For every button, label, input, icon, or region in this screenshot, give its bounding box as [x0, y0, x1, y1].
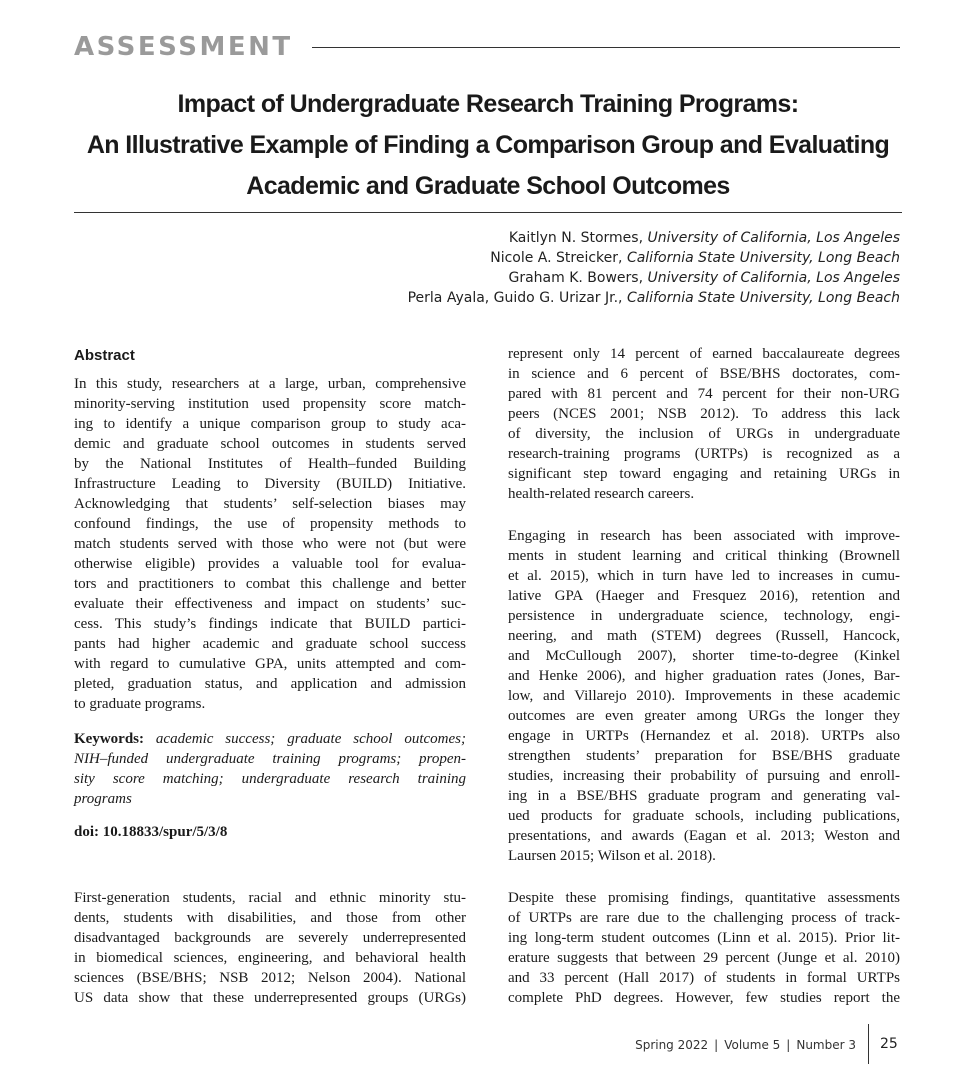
body-line: in biomedical sciences, engineering, and behavioral health: [74, 950, 466, 966]
abstract-line: with regard to cumulative GPA, units attempted and com-: [74, 656, 466, 672]
doi: doi: 10.18833/spur/5/3/8: [74, 824, 228, 840]
footer-separator: |: [714, 1038, 719, 1052]
abstract-line: ing to identify a unique comparison group to study aca-: [74, 416, 466, 432]
keywords-line: [74, 729, 466, 749]
author-name: Kaitlyn N. Stormes,: [508, 230, 644, 246]
title-rule: [74, 212, 902, 213]
body-line: represent only 14 percent of earned baccalaureate degrees: [508, 346, 900, 362]
footer-season: Spring 2022: [635, 1038, 709, 1052]
body-line: erature suggests that between 29 percent (Junge et al. 2010): [508, 950, 900, 966]
author-affiliation: University of California, Los Angeles: [647, 270, 900, 286]
body-left-paragraph-1: [74, 888, 466, 1008]
body-line: neering, and math (STEM) degrees (Russell, Hancock,: [508, 628, 900, 644]
abstract-line: demic and graduate school outcomes in students served: [74, 436, 466, 452]
body-line: sciences (BSE/BHS; NSB 2012; Nelson 2004). National: [74, 970, 466, 986]
title-line-1: Impact of Undergraduate Research Training Programs:: [177, 90, 799, 118]
body-right-paragraph-3: [508, 888, 900, 1008]
author-line: [408, 268, 900, 288]
abstract-line: cess. This study’s findings indicate that BUILD partici-: [74, 616, 466, 632]
body-line: First-generation students, racial and ethnic minority stu-: [74, 890, 466, 906]
body-line: low, and Villarejo 2010). Improvements in these academic: [508, 688, 900, 704]
body-line: presentations, and awards (Eagan et al. 2013; Weston and: [508, 828, 900, 844]
body-line: engage in URTPs (Hernandez et al. 2018). URTPs also: [508, 728, 900, 744]
author-name: Graham K. Bowers,: [508, 270, 644, 286]
keywords-label: Keywords:: [74, 731, 144, 747]
body-right-paragraph-1: [508, 344, 900, 504]
body-line: lative GPA (Haeger and Fresquez 2016), retention and: [508, 588, 900, 604]
body-line: in science and 6 percent of BSE/BHS doctorates, com-: [508, 366, 900, 382]
title-line-3: Academic and Graduate School Outcomes: [246, 172, 730, 200]
section-rule: [312, 47, 900, 48]
body-line: Laursen 2015; Wilson et al. 2018).: [508, 848, 716, 864]
keywords-line: programs: [74, 791, 132, 807]
abstract-line: In this study, researchers at a large, urban, comprehensive: [74, 376, 466, 392]
body-line: dents, students with disabilities, and those from other: [74, 910, 466, 926]
author-affiliation: University of California, Los Angeles: [647, 230, 900, 246]
body-line: studies, increasing their probability of pursuing and enroll-: [508, 768, 900, 784]
body-line: ments in student learning and critical thinking (Brownell: [508, 548, 900, 564]
keywords-line: NIH–funded undergraduate training programs; propen-: [74, 751, 466, 767]
abstract-line: Infrastructure Leading to Diversity (BUILD) Initiative.: [74, 476, 466, 492]
keywords-line: sity score matching; undergraduate research training: [74, 771, 466, 787]
keywords-block: [74, 729, 466, 809]
page-number: 25: [880, 1036, 898, 1052]
keywords-text: academic success; graduate school outcomes;: [155, 731, 466, 747]
body-line: US data show that these underrepresented groups (URGs): [74, 990, 466, 1006]
body-line: of diversity, the inclusion of URGs in undergraduate: [508, 426, 900, 442]
footer-issue-info: [635, 1036, 856, 1054]
footer-number: Number 3: [796, 1038, 856, 1052]
author-line: [408, 248, 900, 268]
abstract-line: confound findings, the use of propensity methods to: [74, 516, 466, 532]
author-name: Perla Ayala, Guido G. Urizar Jr.,: [407, 290, 623, 306]
body-line: health-related research careers.: [508, 486, 695, 502]
abstract-line: minority-serving institution used propensity score match-: [74, 396, 466, 412]
body-line: and McCullough 2007), shorter time-to-degree (Kinkel: [508, 648, 900, 664]
body-line: ing in a BSE/BHS graduate program and generating val-: [508, 788, 900, 804]
abstract-line: pants had higher academic and graduate school success: [74, 636, 466, 652]
footer-vertical-rule: [868, 1024, 869, 1064]
body-line: research-training programs (URTPs) is recognized as a: [508, 446, 900, 462]
abstract-line: otherwise eligible) provides a valuable tool for evalua-: [74, 556, 466, 572]
footer-volume: Volume 5: [724, 1038, 781, 1052]
body-line: strengthen students’ preparation for BSE/BHS graduate: [508, 748, 900, 764]
body-line: outcomes are even greater among URGs the longer they: [508, 708, 900, 724]
abstract-line: pleted, graduation status, and application and admission: [74, 676, 466, 692]
abstract-line: evaluate their effectiveness and impact on students’ suc-: [74, 596, 466, 612]
footer-separator: |: [786, 1038, 791, 1052]
abstract-line: Acknowledging that students’ self-selection biases may: [74, 496, 466, 512]
article-title: [60, 84, 916, 207]
body-line: complete PhD degrees. However, few studies report the: [508, 990, 900, 1006]
body-line: and Henke 2006), and higher graduation rates (Jones, Bar-: [508, 668, 900, 684]
body-line: and 33 percent (Hall 2017) of students in formal URTPs: [508, 970, 900, 986]
author-affiliation: California State University, Long Beach: [626, 250, 900, 266]
body-line: of URTPs are rare due to the challenging process of track-: [508, 910, 900, 926]
author-affiliation: California State University, Long Beach: [626, 290, 900, 306]
body-line: ing long-term student outcomes (Linn et al. 2015). Prior lit-: [508, 930, 900, 946]
body-line: et al. 2015), which in turn have led to increases in cumu-: [508, 568, 900, 584]
body-line: disadvantaged backgrounds are severely underrepresented: [74, 930, 466, 946]
author-line: [408, 228, 900, 248]
body-line: significant step toward engaging and retaining URGs in: [508, 466, 900, 482]
title-line-2: An Illustrative Example of Finding a Comparison Group and Evaluating: [86, 131, 890, 159]
body-line: persistence in undergraduate science, technology, engi-: [508, 608, 900, 624]
body-line: pared with 81 percent and 74 percent for their non-URG: [508, 386, 900, 402]
body-line: Despite these promising findings, quantitative assessments: [508, 890, 900, 906]
abstract-text: [74, 374, 466, 714]
body-line: Engaging in research has been associated with improve-: [508, 528, 900, 544]
body-right-paragraph-2: [508, 526, 900, 866]
author-list: [408, 228, 900, 308]
section-label: ASSESSMENT: [74, 32, 293, 62]
body-line: ued products for graduate schools, including publications,: [508, 808, 900, 824]
abstract-line: to graduate programs.: [74, 696, 206, 712]
abstract-line: match students served with those who were not (but were: [74, 536, 466, 552]
abstract-line: by the National Institutes of Health–funded Building: [74, 456, 466, 472]
body-line: peers (NCES 2001; NSB 2012). To address this lack: [508, 406, 900, 422]
author-name: Nicole A. Streicker,: [490, 250, 623, 266]
abstract-line: tors and practitioners to combat this challenge and better: [74, 576, 466, 592]
author-line: [408, 288, 900, 308]
abstract-heading: Abstract: [74, 347, 135, 364]
